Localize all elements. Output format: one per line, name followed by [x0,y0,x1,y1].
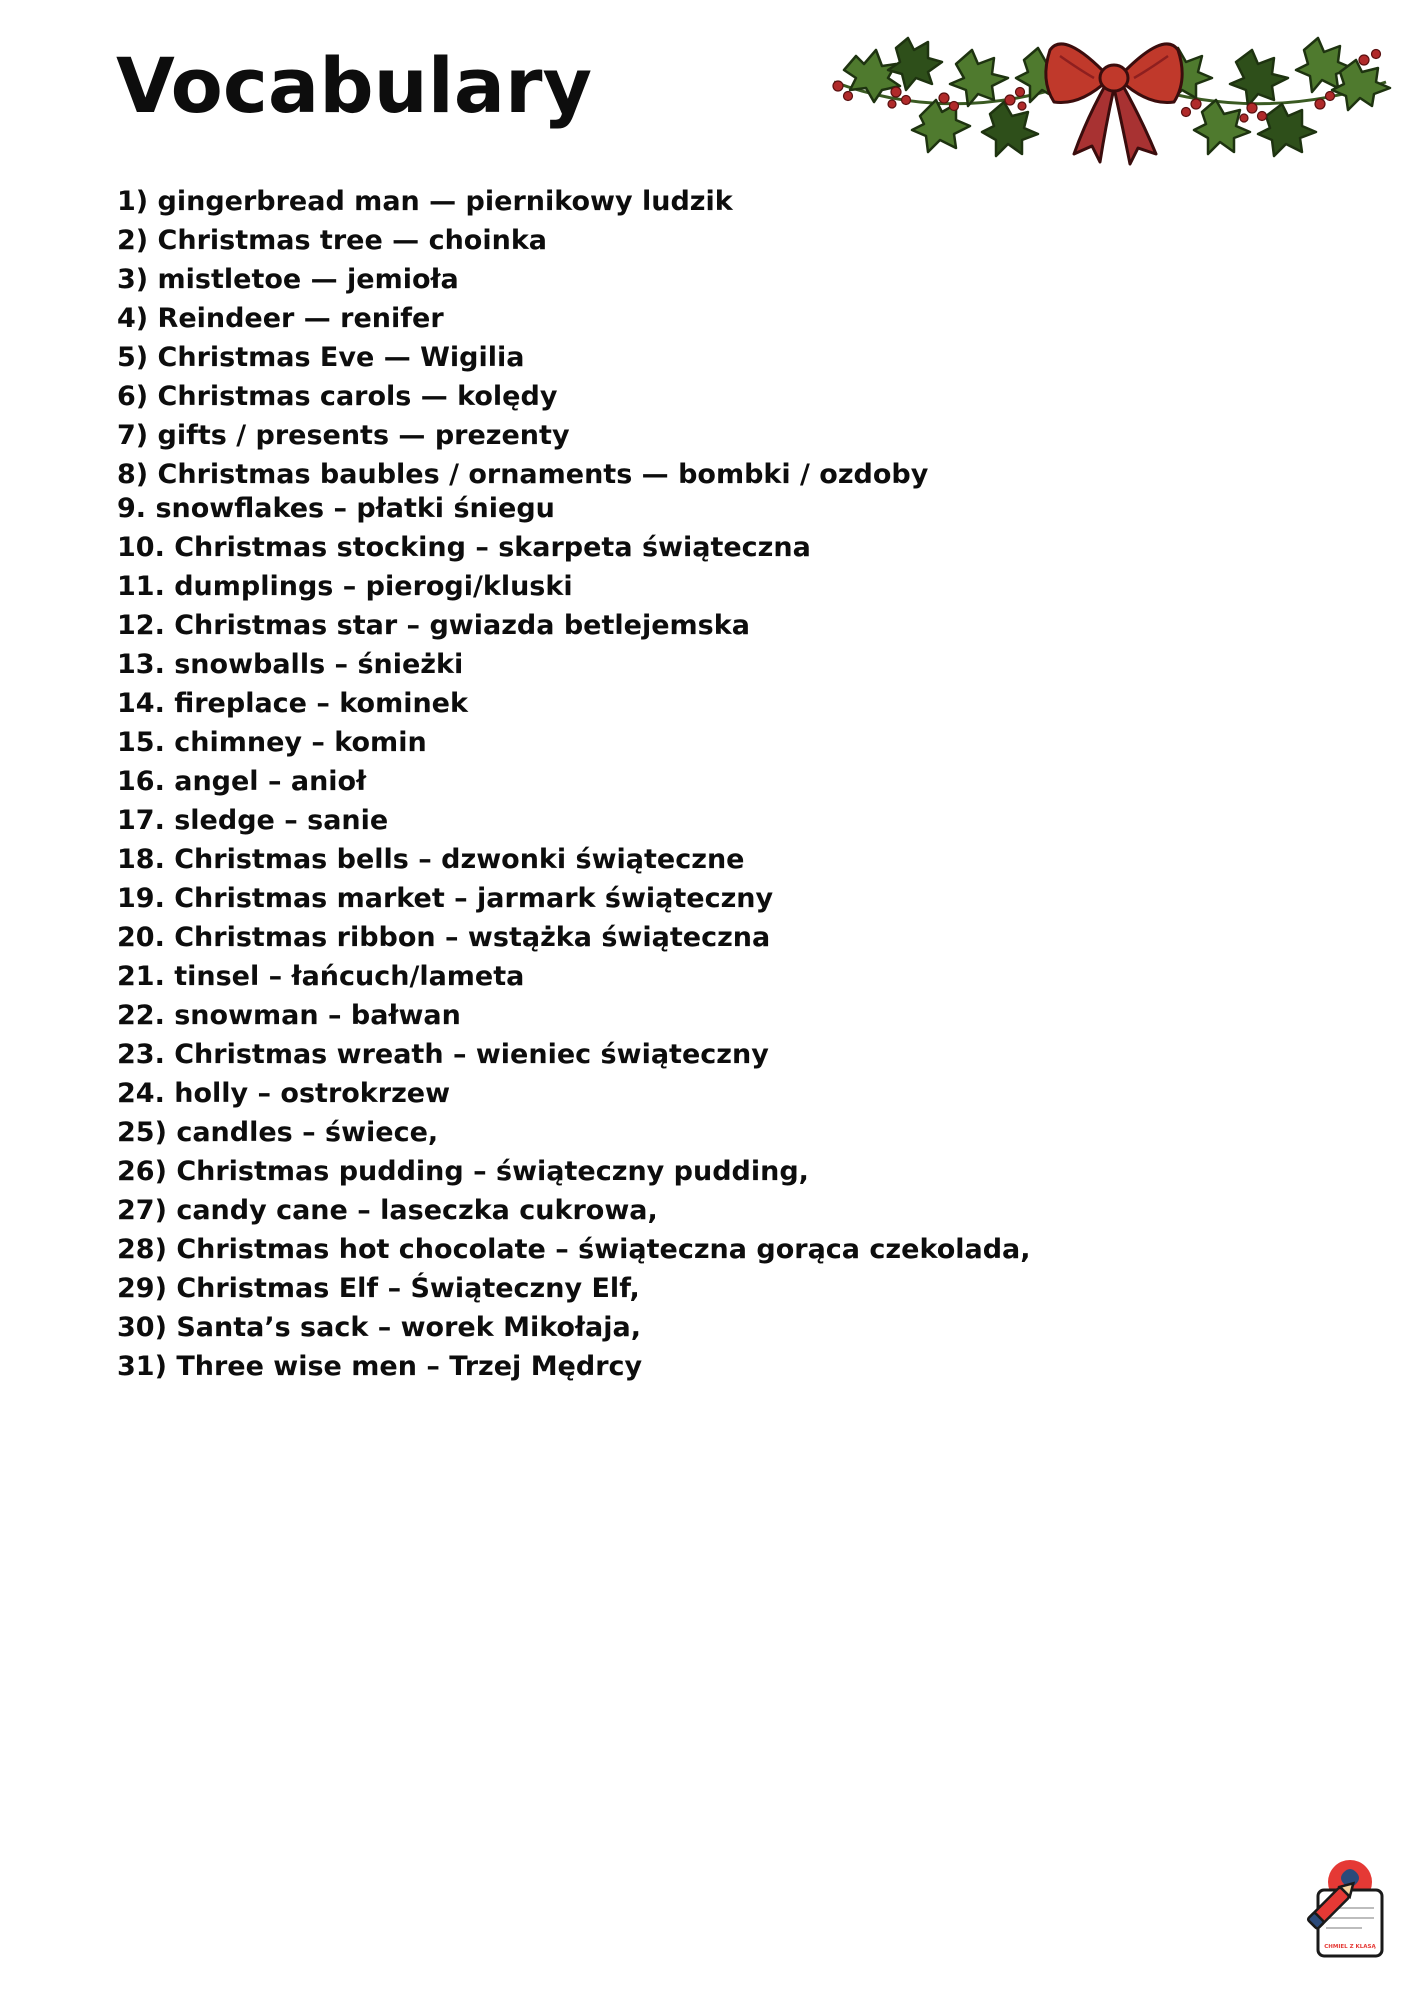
list-item: 9. snowflakes – płatki śniegu [117,493,555,524]
list-item: 27) candy cane – laseczka cukrowa, [117,1195,658,1226]
list-item: 18. Christmas bells – dzwonki świąteczne [117,844,745,875]
list-item: 11. dumplings – pierogi/kluski [117,571,573,602]
list-item: 23. Christmas wreath – wieniec świąteczny [117,1039,769,1070]
list-item: 22. snowman – bałwan [117,1000,461,1031]
list-item: 24. holly – ostrokrzew [117,1078,451,1109]
list-item: 26) Christmas pudding – świąteczny pudding, [117,1156,809,1187]
list-item: 17. sledge – sanie [117,805,389,836]
list-item: 16. angel – anioł [117,766,367,797]
list-item: 8) Christmas baubles / ornaments — bombki / ozdoby [117,459,929,490]
list-item: 31) Three wise men – Trzej Mędrcy [117,1351,643,1382]
holly-bow-garland-icon [824,20,1396,170]
page-title: Vocabulary [116,41,593,130]
list-item: 25) candles – świece, [117,1117,439,1148]
publisher-logo-icon [1300,1858,1392,1962]
list-item: 12. Christmas star – gwiazda betlejemska [117,610,750,641]
list-item: 20. Christmas ribbon – wstążka świąteczna [117,922,771,953]
list-item: 28) Christmas hot chocolate – świąteczna gorąca czekolada, [117,1234,1031,1265]
list-item: 21. tinsel – łańcuch/lameta [117,961,525,992]
list-item: 3) mistletoe — jemioła [117,264,459,295]
list-item: 30) Santa’s sack – worek Mikołaja, [117,1312,641,1343]
list-item: 15. chimney – komin [117,727,427,758]
vocabulary-list [117,182,1317,1386]
list-item: 14. fireplace – kominek [117,688,468,719]
list-item: 2) Christmas tree — choinka [117,225,548,256]
list-item: 6) Christmas carols — kolędy [117,381,558,412]
list-item: 7) gifts / presents — prezenty [117,420,570,451]
logo-text: CHMIEL Z KLASĄ [1324,1944,1376,1950]
list-item: 5) Christmas Eve — Wigilia [117,342,525,373]
list-item: 29) Christmas Elf – Świąteczny Elf, [117,1273,640,1304]
list-item: 19. Christmas market – jarmark świąteczny [117,883,774,914]
list-item: 10. Christmas stocking – skarpeta świąteczna [117,532,811,563]
list-item: 1) gingerbread man — piernikowy ludzik [117,186,733,217]
list-item: 4) Reindeer — renifer [117,303,444,334]
list-item: 13. snowballs – śnieżki [117,649,464,680]
